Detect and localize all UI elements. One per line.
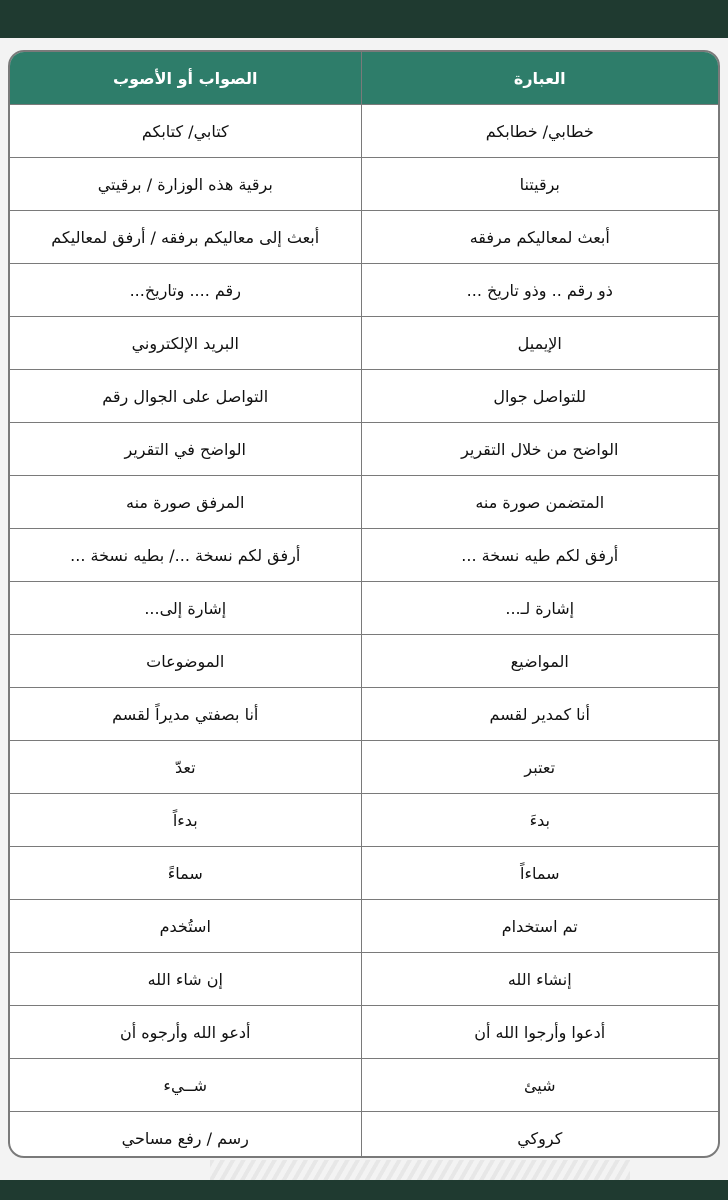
table-row [10,158,718,211]
phrase-cell: أرفق لكم طيه نسخة ... [361,529,718,582]
correct-cell: رسم / رفع مساحي [10,1112,361,1159]
table-row [10,1006,718,1059]
correct-cell: كتابي/ كتابكم [10,105,361,158]
table-row [10,1059,718,1112]
phrase-cell: إنشاء الله [361,953,718,1006]
phrase-cell: خطابي/ خطابكم [361,105,718,158]
table-header [10,52,718,105]
bottom-banner [0,1180,728,1200]
top-banner [0,0,728,38]
table-row [10,582,718,635]
decorative-stripes [210,1160,630,1180]
correct-cell: أرفق لكم نسخة .../ بطيه نسخة ... [10,529,361,582]
correct-cell: أنا بصفتي مديراً لقسم [10,688,361,741]
correct-cell: إن شاء الله [10,953,361,1006]
phrase-cell: الإيميل [361,317,718,370]
correct-cell: تعدّ [10,741,361,794]
phrase-cell: سماءاً [361,847,718,900]
table-row [10,900,718,953]
phrase-cell: شيئ [361,1059,718,1112]
correct-cell: برقية هذه الوزارة / برقيتي [10,158,361,211]
table-row [10,423,718,476]
phrase-cell: كروكي [361,1112,718,1159]
column-header-correct: الصواب أو الأصوب [10,52,361,105]
phrase-cell: المتضمن صورة منه [361,476,718,529]
correct-cell: التواصل على الجوال رقم [10,370,361,423]
phrase-cell: بدءَ [361,794,718,847]
phrase-cell: المواضيع [361,635,718,688]
phrase-cell: تعتبر [361,741,718,794]
correct-cell: الموضوعات [10,635,361,688]
phrase-cell: أبعث لمعاليكم مرفقه [361,211,718,264]
correct-cell: أبعث إلى معاليكم برفقه / أرفق لمعاليكم [10,211,361,264]
header-row [10,52,718,105]
table-row [10,370,718,423]
table-row [10,105,718,158]
phrase-cell: تم استخدام [361,900,718,953]
table-row [10,264,718,317]
table-row [10,635,718,688]
correct-cell: المرفق صورة منه [10,476,361,529]
table-row [10,1112,718,1159]
phrase-cell: برقيتنا [361,158,718,211]
table-row [10,529,718,582]
phrase-cell: للتواصل جوال [361,370,718,423]
phrases-table [10,52,718,1158]
table-row [10,794,718,847]
correct-cell: سماءً [10,847,361,900]
correct-cell: شــيء [10,1059,361,1112]
correct-cell: رقم .... وتاريخ... [10,264,361,317]
correct-cell: أدعو الله وأرجوه أن [10,1006,361,1059]
correct-cell: استُخدم [10,900,361,953]
table-row [10,688,718,741]
table-row [10,476,718,529]
phrase-cell: أدعوا وأرجوا الله أن [361,1006,718,1059]
table-row [10,847,718,900]
column-header-phrase: العبارة [361,52,718,105]
table-row [10,317,718,370]
table-row [10,211,718,264]
phrases-table-container [8,50,720,1158]
table-row [10,741,718,794]
correct-cell: بدءاً [10,794,361,847]
correct-cell: إشارة إلى... [10,582,361,635]
correct-cell: البريد الإلكتروني [10,317,361,370]
table-body [10,105,718,1159]
table-row [10,953,718,1006]
phrase-cell: ذو رقم .. وذو تاريخ ... [361,264,718,317]
phrase-cell: إشارة لـ... [361,582,718,635]
phrase-cell: الواضح من خلال التقرير [361,423,718,476]
correct-cell: الواضح في التقرير [10,423,361,476]
phrase-cell: أنا كمدير لقسم [361,688,718,741]
